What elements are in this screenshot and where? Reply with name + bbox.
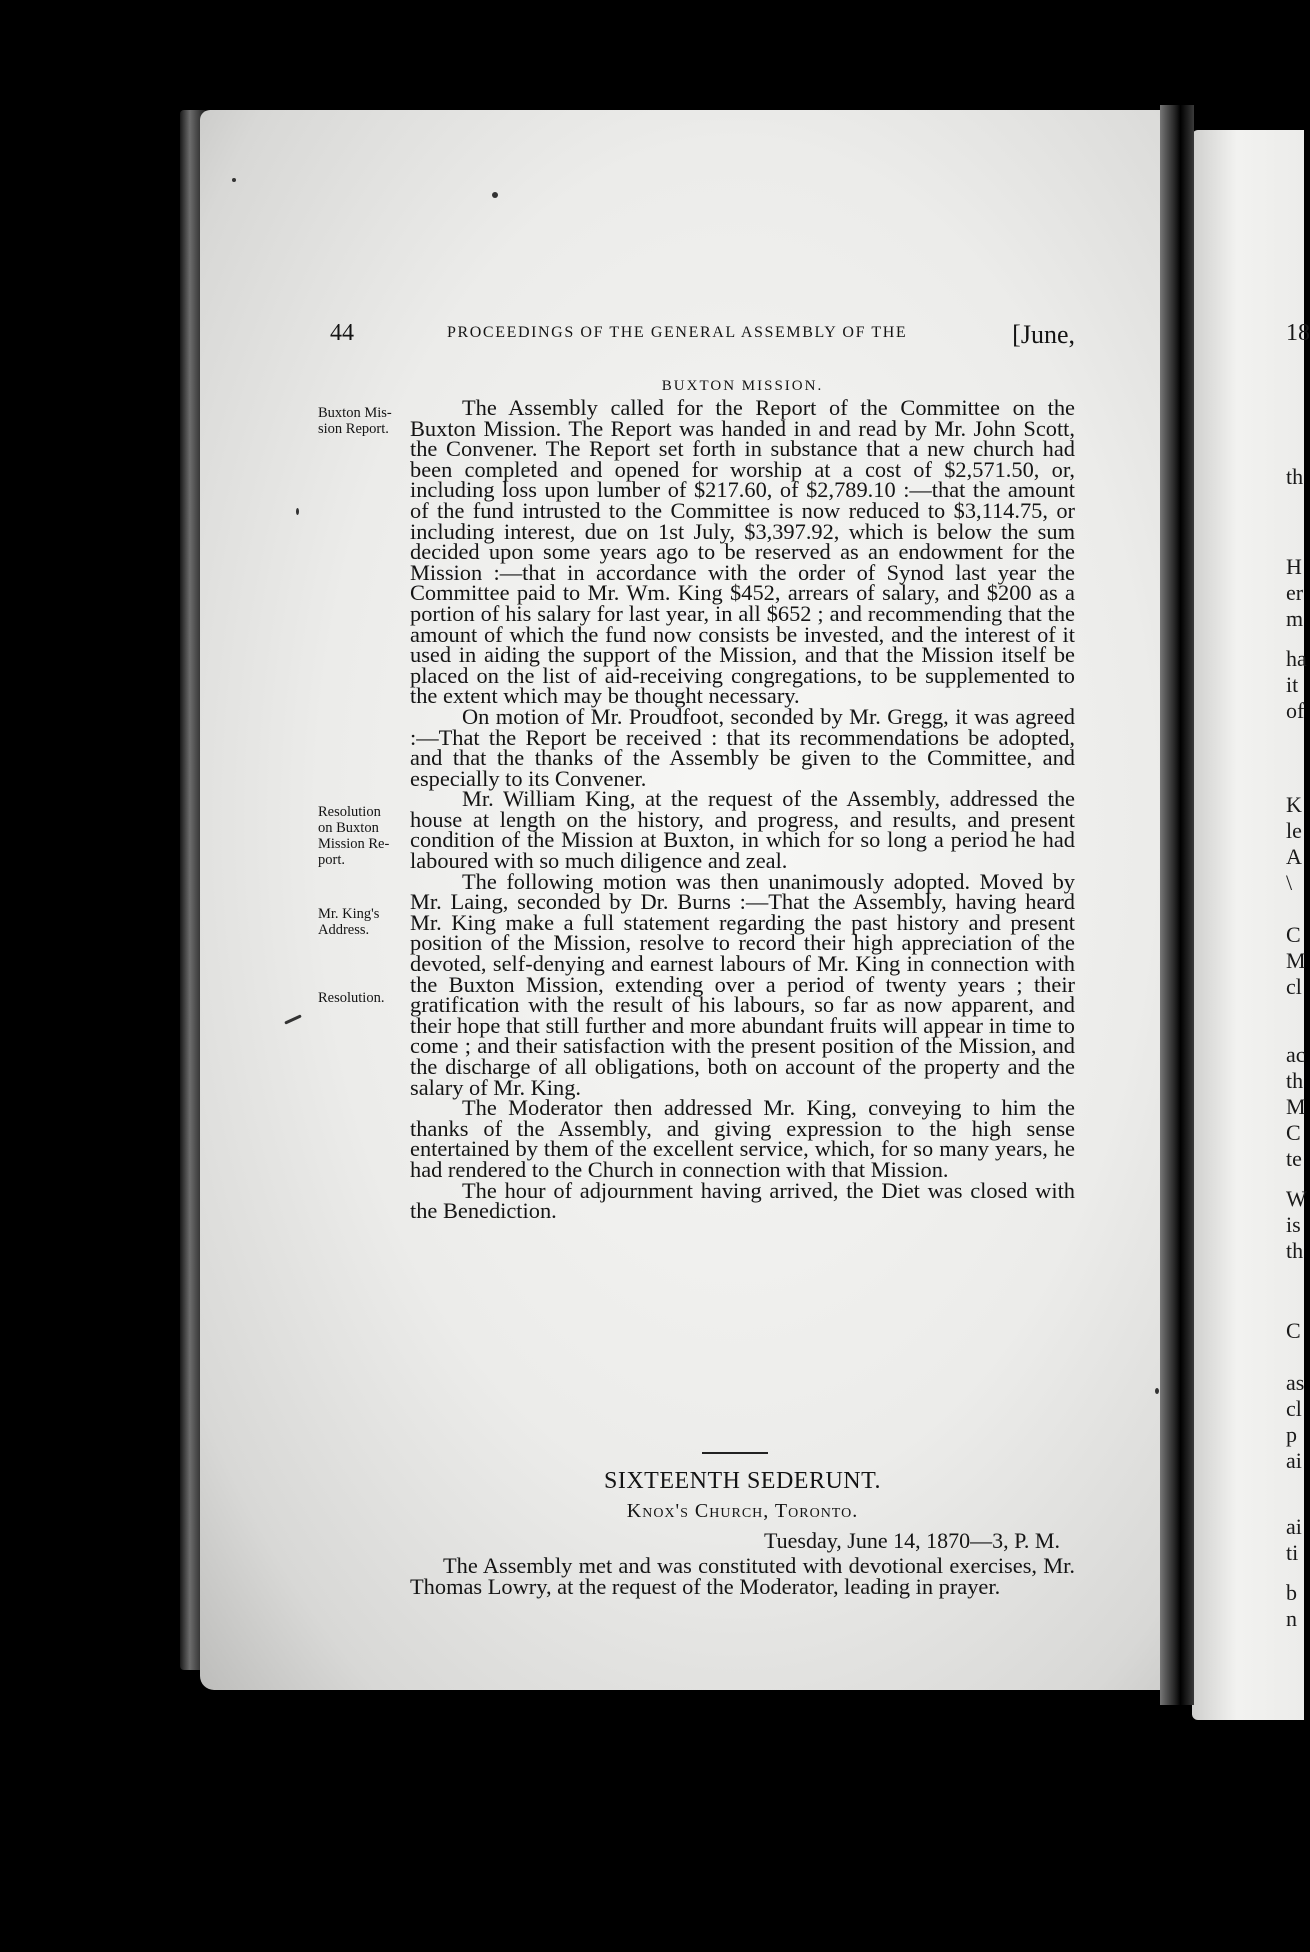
facing-fragment: A bbox=[1286, 844, 1302, 869]
facing-fragment: 18 bbox=[1286, 320, 1310, 346]
facing-fragment: cl bbox=[1286, 974, 1302, 999]
facing-fragment: cl bbox=[1286, 1396, 1302, 1421]
facing-fragment: it bbox=[1286, 672, 1299, 697]
facing-fragment: C bbox=[1286, 922, 1301, 947]
facing-fragment: th bbox=[1286, 1068, 1304, 1093]
margin-note: Buxton Mis- bbox=[318, 405, 392, 421]
facing-fragment: of bbox=[1286, 698, 1305, 723]
facing-page-text bbox=[1192, 0, 1310, 1952]
section-divider bbox=[702, 1452, 768, 1454]
paragraph: On motion of Mr. Proudfoot, seconded by Mr. Gregg, it was agreed :—That the Report be received : that its recommendations be adopted, and that the thanks of the Assembly be given to the Committee, and especially to its Convener. bbox=[410, 703, 1075, 791]
facing-fragment: ac bbox=[1286, 1042, 1306, 1067]
margin-note: Resolution. bbox=[318, 990, 385, 1006]
book-gutter bbox=[1160, 105, 1194, 1705]
margin-note: Address. bbox=[318, 922, 370, 938]
paragraph: The hour of adjournment having arrived, the Diet was closed with the Benediction. bbox=[410, 1177, 1075, 1224]
speck bbox=[232, 178, 236, 182]
facing-fragment: \ bbox=[1286, 870, 1293, 895]
page-number: 44 bbox=[330, 320, 354, 346]
facing-fragment: C bbox=[1286, 1318, 1301, 1343]
margin-note: Mission Re- bbox=[318, 836, 390, 852]
facing-fragment: m bbox=[1286, 606, 1304, 631]
facing-fragment: is bbox=[1286, 1212, 1301, 1237]
margin-note: Mr. King's bbox=[318, 906, 380, 922]
sederunt-body bbox=[410, 1555, 1075, 1597]
facing-fragment: as bbox=[1286, 1370, 1305, 1395]
margin-note: port. bbox=[318, 852, 345, 868]
facing-fragment: W bbox=[1286, 1186, 1307, 1211]
running-head bbox=[330, 320, 1075, 350]
paragraph: The Moderator then addressed Mr. King, conveying to him the thanks of the Assembly, and giving expression to the high sense entertained by them of the excellent service, which, for so many years, he had rendered to the Church in connection with that Mission. bbox=[410, 1095, 1075, 1182]
sederunt-heading: SIXTEENTH SEDERUNT. bbox=[603, 1468, 882, 1494]
margin-note: on Buxton bbox=[318, 820, 379, 836]
facing-fragment: M bbox=[1286, 948, 1306, 973]
sederunt-date: Tuesday, June 14, 1870—3, P. M. bbox=[763, 1528, 1060, 1553]
facing-fragment: le bbox=[1286, 818, 1302, 843]
margin-note: sion Report. bbox=[318, 421, 389, 437]
facing-fragment: n bbox=[1286, 1606, 1297, 1631]
speck bbox=[492, 192, 498, 198]
facing-fragment: th bbox=[1286, 1238, 1304, 1263]
paragraph: The Assembly met and was constituted with devotional exercises, Mr. Thomas Lowry, at the request of the Moderator, leading in prayer. bbox=[410, 1553, 1075, 1599]
facing-fragment: b bbox=[1286, 1580, 1297, 1605]
section-heading: BUXTON MISSION. bbox=[661, 378, 824, 394]
running-date: [June, bbox=[1012, 320, 1075, 349]
facing-fragment: ha bbox=[1286, 646, 1307, 671]
speck bbox=[1155, 1388, 1159, 1394]
facing-fragment: C bbox=[1286, 1120, 1301, 1145]
speck bbox=[296, 508, 299, 515]
facing-fragment: M bbox=[1286, 1094, 1306, 1119]
facing-fragment: ai bbox=[1286, 1514, 1302, 1539]
facing-fragment: H bbox=[1286, 554, 1302, 579]
facing-fragment: p bbox=[1286, 1422, 1297, 1447]
body-text bbox=[410, 395, 1075, 1224]
facing-fragment: ai bbox=[1286, 1448, 1302, 1473]
facing-fragment: er bbox=[1286, 580, 1304, 605]
paragraph: Mr. William King, at the request of the Assembly, addressed the house at length on the history, and progress, and results, and present condition of the Mission at Buxton, in which for so long a period he had laboured with so much diligence and zeal. bbox=[410, 786, 1075, 874]
facing-fragment: te bbox=[1286, 1146, 1302, 1171]
margin-note: Resolution bbox=[318, 804, 381, 820]
facing-fragment: ti bbox=[1286, 1540, 1299, 1565]
running-title: PROCEEDINGS OF THE GENERAL ASSEMBLY OF THE bbox=[447, 324, 908, 341]
paragraph: The following motion was then unanimously adopted. Moved by Mr. Laing, seconded by Dr. Burns :—That the Assembly, having heard Mr. King make a full statement regarding the past history and present position of the Mission, resolve to record their high appreciation of the devoted, self-denying and earnest labours of Mr. King in connection with the Buxton Mission, extending over a period of twenty years ; their gratification with the result of his labours, so far as now apparent, and their hope that still further and more abundant fruits will appear in time to come ; and their satisfaction with the present position of the Mission, and the discharge of all obligations, both on account of the property and the salary of Mr. King. bbox=[410, 868, 1075, 1100]
facing-fragment: K bbox=[1286, 792, 1302, 817]
paragraph: The Assembly called for the Report of the Committee on the Buxton Mission. The Report was handed in and read by Mr. John Scott, the Convener. The Report set forth in substance that a new church had been completed and opened for worship at a cost of $2,571.50, or, including loss upon lumber of $217.60, of $2,789.10 :—that the amount of the fund intrusted to the Committee is now reduced to $3,114.75, or including interest, due on 1st July, $3,397.92, which is below the sum decided upon some years ago to be reserved as an endowment for the Mission :—that in accordance with the order of Synod last year the Committee paid to Mr. Wm. King $452, arrears of salary, and $200 as a portion of his salary for last year, in all $652 ; and recommending that the amount of which the fund now consists be invested, and the interest of it used in aiding the support of the Mission, and that the Mission itself be placed on the list of aid-receiving congregations, to be supplemented to the extent which may be thought necessary. bbox=[410, 395, 1075, 709]
sederunt-church: Knox's Church, Toronto. bbox=[626, 1500, 859, 1522]
facing-fragment: th bbox=[1286, 464, 1304, 489]
